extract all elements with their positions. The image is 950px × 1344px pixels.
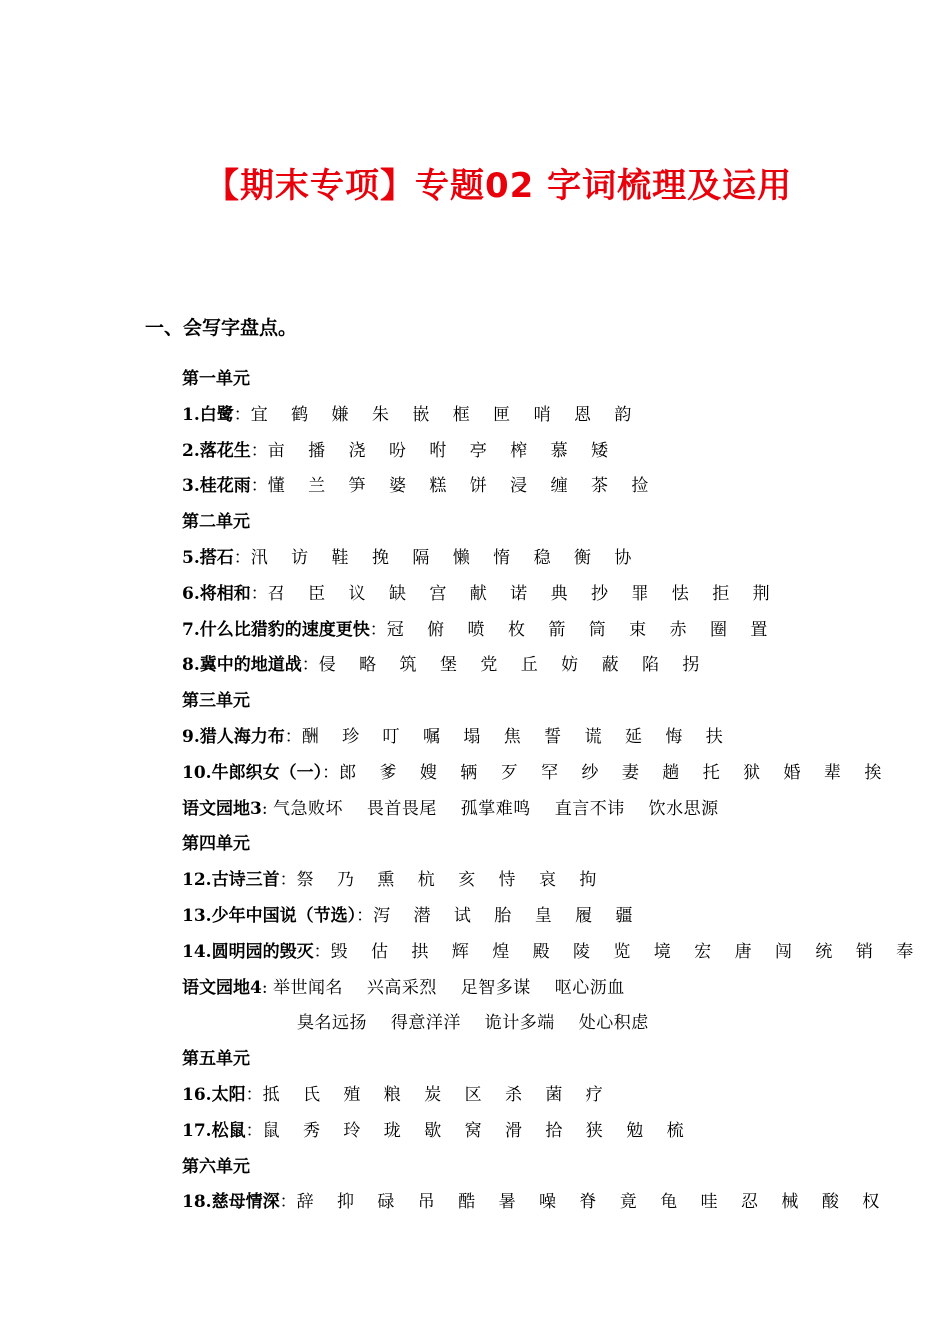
lesson-row: [182, 398, 902, 434]
colon: ：: [279, 1192, 297, 1213]
lesson-label: 16.太阳: [182, 1084, 246, 1105]
colon: :: [261, 977, 268, 998]
section-heading: 一、会写字盘点。: [145, 317, 298, 339]
colon: :: [261, 798, 268, 819]
colon: ：: [356, 905, 374, 926]
lesson-label: 14.圆明园的毁灭: [182, 941, 314, 962]
lesson-label: 3.桂花雨: [182, 476, 251, 497]
colon: ：: [284, 726, 302, 747]
lesson-row: [182, 720, 902, 756]
lesson-chars: 抵 氏 殖 粮 炭 区 杀 菌 疗: [262, 1084, 612, 1105]
unit-heading: 第二单元: [182, 512, 250, 533]
lesson-label: 5.搭石: [182, 547, 234, 568]
lesson-label: 12.古诗三首: [182, 870, 280, 891]
lesson-chars: 侵 略 筑 堡 党 丘 妨 蔽 陷 拐: [318, 655, 709, 676]
lesson-row: [182, 434, 902, 470]
lesson-chars: 泻 潜 试 胎 皇 履 疆: [373, 905, 642, 926]
unit-heading: 第三单元: [182, 691, 250, 712]
lesson-row: [182, 1078, 902, 1114]
garden-row: [182, 971, 902, 1007]
lesson-label: 8.冀中的地道战: [182, 655, 302, 676]
lesson-label: 10.牛郎织女（一）: [182, 762, 323, 783]
lesson-row: [182, 1114, 902, 1150]
colon: ：: [245, 1084, 263, 1105]
word-list: [182, 362, 923, 1221]
lesson-label: 1.白鹭: [182, 404, 234, 425]
lesson-row: [182, 541, 902, 577]
lesson-chars: 宜 鹤 嫌 朱 嵌 框 匣 哨 恩 韵: [250, 404, 641, 425]
colon: ：: [250, 440, 268, 461]
lesson-label: 6.将相和: [182, 583, 251, 604]
unit-heading: 第一单元: [182, 369, 250, 389]
lesson-row: [182, 577, 902, 613]
lesson-row: [182, 756, 902, 792]
idioms: 臭名远扬 得意洋洋 诡计多端 处心积虑: [297, 1013, 649, 1034]
lesson-row: [182, 899, 902, 935]
colon: ：: [279, 870, 297, 891]
colon: ：: [313, 941, 331, 962]
lesson-chars: 召 臣 议 缺 宫 献 诺 典 抄 罪 怯 拒 荆: [267, 583, 779, 604]
lesson-label: 7.什么比猎豹的速度更快: [182, 619, 370, 640]
lesson-chars: 酬 珍 叮 嘱 塌 焦 誓 谎 延 悔 扶: [301, 726, 732, 747]
unit-heading: 第六单元: [182, 1156, 250, 1177]
lesson-label: 18.慈母情深: [182, 1192, 280, 1213]
lesson-chars: 辞 抑 碌 吊 酷 暑 噪 脊 竟 龟 哇 忍 械 酸 权: [296, 1192, 889, 1213]
lesson-chars: 冠 俯 喷 枚 箭 筒 束 赤 圈 置: [386, 619, 777, 640]
lesson-chars: 汛 访 鞋 挽 隔 懒 惰 稳 衡 协: [250, 547, 641, 568]
lesson-row: [182, 1185, 902, 1221]
garden-row-continued: [182, 1006, 902, 1042]
colon: ：: [250, 583, 268, 604]
lesson-row: [182, 648, 902, 684]
unit-heading: 第四单元: [182, 834, 250, 855]
colon: ：: [322, 762, 340, 783]
lesson-chars: 鼠 秀 玲 珑 歇 窝 滑 拾 狭 勉 梳: [262, 1120, 693, 1141]
colon: ：: [369, 619, 387, 640]
colon: ：: [233, 547, 251, 568]
lesson-label: 9.猎人海力布: [182, 726, 285, 747]
lesson-chars: 祭 乃 熏 杭 亥 恃 哀 拘: [296, 870, 606, 891]
idioms: 气急败坏 畏首畏尾 孤掌难鸣 直言不讳 饮水思源: [272, 798, 719, 819]
idioms: 举世闻名 兴高采烈 足智多谋 呕心沥血: [272, 977, 625, 998]
lesson-label: 13.少年中国说（节选）: [182, 905, 357, 926]
garden-label: 语文园地3: [182, 798, 262, 819]
colon: ：: [301, 655, 319, 676]
garden-label: 语文园地4: [182, 977, 262, 998]
lesson-chars: 毁 估 拱 辉 煌 殿 陵 览 境 宏 唐 闯 统 销 奉: [330, 941, 923, 962]
lesson-label: 17.松鼠: [182, 1120, 246, 1141]
lesson-row: [182, 613, 902, 649]
lesson-label: 2.落花生: [182, 440, 251, 461]
colon: ：: [245, 1120, 263, 1141]
lesson-chars: 郎 爹 嫂 辆 歹 罕 纱 妻 趟 托 狱 婚 辈 挨: [339, 762, 891, 783]
garden-row: [182, 792, 902, 828]
lesson-row: [182, 469, 902, 505]
lesson-row: [182, 935, 923, 971]
lesson-row: [182, 863, 902, 899]
lesson-chars: 懂 兰 笋 婆 糕 饼 浸 缠 茶 捡: [267, 476, 658, 497]
lesson-chars: 亩 播 浇 吩 咐 亭 榨 慕 矮: [267, 440, 617, 461]
page-title: 【期末专项】专题02 字词梳理及运用: [205, 166, 793, 206]
colon: ：: [233, 404, 251, 425]
unit-heading: 第五单元: [182, 1049, 250, 1070]
colon: ：: [250, 476, 268, 497]
